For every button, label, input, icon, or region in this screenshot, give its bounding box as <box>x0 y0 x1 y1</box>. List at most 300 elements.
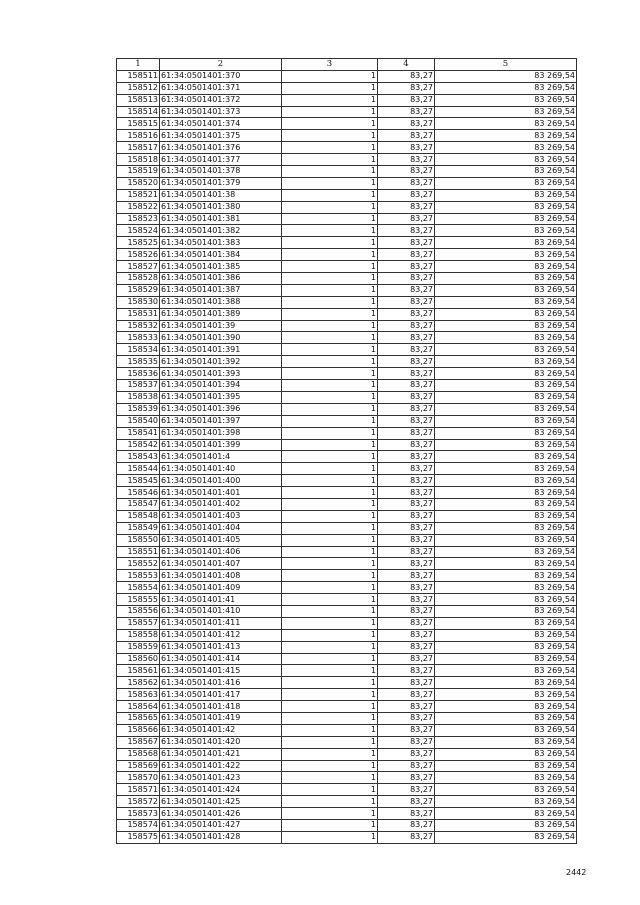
cadastral-number-cell: 61:34:0501401:413 <box>160 641 282 653</box>
row-number-cell: 158557 <box>117 617 160 629</box>
table-row <box>117 712 577 724</box>
value-cell: 83 269,54 <box>435 296 577 308</box>
row-number-cell: 158571 <box>117 784 160 796</box>
table-row <box>117 308 577 320</box>
value-cell: 83 269,54 <box>435 82 577 94</box>
cadastral-number-cell: 61:34:0501401:393 <box>160 368 282 380</box>
row-number-cell: 158561 <box>117 665 160 677</box>
value-cell: 83 269,54 <box>435 487 577 499</box>
cadastral-number-cell: 61:34:0501401:426 <box>160 808 282 820</box>
row-number-cell: 158520 <box>117 177 160 189</box>
cadastral-number-cell: 61:34:0501401:41 <box>160 594 282 606</box>
cadastral-number-cell: 61:34:0501401:40 <box>160 463 282 475</box>
rate-cell: 83,27 <box>378 308 435 320</box>
row-number-cell: 158554 <box>117 582 160 594</box>
quantity-cell: 1 <box>282 831 378 843</box>
row-number-cell: 158555 <box>117 594 160 606</box>
quantity-cell: 1 <box>282 130 378 142</box>
table-row <box>117 70 577 82</box>
value-cell: 83 269,54 <box>435 748 577 760</box>
quantity-cell: 1 <box>282 201 378 213</box>
row-number-cell: 158524 <box>117 225 160 237</box>
quantity-cell: 1 <box>282 605 378 617</box>
table-row <box>117 320 577 332</box>
rate-cell: 83,27 <box>378 213 435 225</box>
rate-cell: 83,27 <box>378 736 435 748</box>
table-row <box>117 273 577 285</box>
rate-cell: 83,27 <box>378 82 435 94</box>
quantity-cell: 1 <box>282 522 378 534</box>
table-row <box>117 605 577 617</box>
quantity-cell: 1 <box>282 273 378 285</box>
quantity-cell: 1 <box>282 177 378 189</box>
table-row <box>117 415 577 427</box>
table-row <box>117 487 577 499</box>
value-cell: 83 269,54 <box>435 820 577 832</box>
rate-cell: 83,27 <box>378 94 435 106</box>
row-number-cell: 158540 <box>117 415 160 427</box>
rate-cell: 83,27 <box>378 332 435 344</box>
rate-cell: 83,27 <box>378 665 435 677</box>
value-cell: 83 269,54 <box>435 142 577 154</box>
rate-cell: 83,27 <box>378 415 435 427</box>
rate-cell: 83,27 <box>378 201 435 213</box>
cadastral-number-cell: 61:34:0501401:370 <box>160 70 282 82</box>
quantity-cell: 1 <box>282 796 378 808</box>
quantity-cell: 1 <box>282 82 378 94</box>
row-number-cell: 158553 <box>117 570 160 582</box>
rate-cell: 83,27 <box>378 653 435 665</box>
value-cell: 83 269,54 <box>435 308 577 320</box>
rate-cell: 83,27 <box>378 617 435 629</box>
column-header-2: 2 <box>160 59 282 71</box>
rate-cell: 83,27 <box>378 784 435 796</box>
rate-cell: 83,27 <box>378 189 435 201</box>
rate-cell: 83,27 <box>378 498 435 510</box>
cadastral-number-cell: 61:34:0501401:374 <box>160 118 282 130</box>
cadastral-number-cell: 61:34:0501401:373 <box>160 106 282 118</box>
table-row <box>117 177 577 189</box>
row-number-cell: 158533 <box>117 332 160 344</box>
rate-cell: 83,27 <box>378 427 435 439</box>
rate-cell: 83,27 <box>378 249 435 261</box>
row-number-cell: 158552 <box>117 558 160 570</box>
value-cell: 83 269,54 <box>435 261 577 273</box>
rate-cell: 83,27 <box>378 772 435 784</box>
cadastral-number-cell: 61:34:0501401:383 <box>160 237 282 249</box>
cadastral-number-cell: 61:34:0501401:38 <box>160 189 282 201</box>
table-row <box>117 284 577 296</box>
cadastral-number-cell: 61:34:0501401:385 <box>160 261 282 273</box>
quantity-cell: 1 <box>282 653 378 665</box>
value-cell: 83 269,54 <box>435 213 577 225</box>
cadastral-number-cell: 61:34:0501401:409 <box>160 582 282 594</box>
quantity-cell: 1 <box>282 213 378 225</box>
quantity-cell: 1 <box>282 403 378 415</box>
rate-cell: 83,27 <box>378 582 435 594</box>
table-row <box>117 748 577 760</box>
quantity-cell: 1 <box>282 118 378 130</box>
rate-cell: 83,27 <box>378 831 435 843</box>
table-row <box>117 772 577 784</box>
table-row <box>117 368 577 380</box>
value-cell: 83 269,54 <box>435 831 577 843</box>
quantity-cell: 1 <box>282 534 378 546</box>
quantity-cell: 1 <box>282 582 378 594</box>
quantity-cell: 1 <box>282 451 378 463</box>
table-row <box>117 760 577 772</box>
rate-cell: 83,27 <box>378 356 435 368</box>
cadastral-number-cell: 61:34:0501401:407 <box>160 558 282 570</box>
table-row <box>117 594 577 606</box>
row-number-cell: 158523 <box>117 213 160 225</box>
quantity-cell: 1 <box>282 677 378 689</box>
rate-cell: 83,27 <box>378 487 435 499</box>
row-number-cell: 158545 <box>117 475 160 487</box>
page-number: 2442 <box>566 868 587 877</box>
value-cell: 83 269,54 <box>435 677 577 689</box>
row-number-cell: 158556 <box>117 605 160 617</box>
column-header-1: 1 <box>117 59 160 71</box>
row-number-cell: 158517 <box>117 142 160 154</box>
cadastral-number-cell: 61:34:0501401:391 <box>160 344 282 356</box>
quantity-cell: 1 <box>282 391 378 403</box>
cadastral-number-cell: 61:34:0501401:424 <box>160 784 282 796</box>
value-cell: 83 269,54 <box>435 605 577 617</box>
quantity-cell: 1 <box>282 70 378 82</box>
table-row <box>117 142 577 154</box>
quantity-cell: 1 <box>282 760 378 772</box>
cadastral-number-cell: 61:34:0501401:42 <box>160 724 282 736</box>
value-cell: 83 269,54 <box>435 796 577 808</box>
rate-cell: 83,27 <box>378 368 435 380</box>
quantity-cell: 1 <box>282 94 378 106</box>
row-number-cell: 158550 <box>117 534 160 546</box>
quantity-cell: 1 <box>282 296 378 308</box>
quantity-cell: 1 <box>282 558 378 570</box>
table-header-row <box>117 59 577 71</box>
quantity-cell: 1 <box>282 380 378 392</box>
quantity-cell: 1 <box>282 748 378 760</box>
row-number-cell: 158551 <box>117 546 160 558</box>
cadastral-number-cell: 61:34:0501401:381 <box>160 213 282 225</box>
cadastral-number-cell: 61:34:0501401:421 <box>160 748 282 760</box>
cadastral-number-cell: 61:34:0501401:408 <box>160 570 282 582</box>
quantity-cell: 1 <box>282 427 378 439</box>
value-cell: 83 269,54 <box>435 582 577 594</box>
quantity-cell: 1 <box>282 617 378 629</box>
quantity-cell: 1 <box>282 368 378 380</box>
rate-cell: 83,27 <box>378 641 435 653</box>
row-number-cell: 158515 <box>117 118 160 130</box>
cadastral-number-cell: 61:34:0501401:388 <box>160 296 282 308</box>
value-cell: 83 269,54 <box>435 201 577 213</box>
value-cell: 83 269,54 <box>435 534 577 546</box>
rate-cell: 83,27 <box>378 820 435 832</box>
quantity-cell: 1 <box>282 712 378 724</box>
table-row <box>117 820 577 832</box>
row-number-cell: 158567 <box>117 736 160 748</box>
quantity-cell: 1 <box>282 510 378 522</box>
quantity-cell: 1 <box>282 332 378 344</box>
table-row <box>117 784 577 796</box>
rate-cell: 83,27 <box>378 796 435 808</box>
row-number-cell: 158574 <box>117 820 160 832</box>
cadastral-number-cell: 61:34:0501401:398 <box>160 427 282 439</box>
value-cell: 83 269,54 <box>435 617 577 629</box>
row-number-cell: 158513 <box>117 94 160 106</box>
quantity-cell: 1 <box>282 356 378 368</box>
value-cell: 83 269,54 <box>435 439 577 451</box>
row-number-cell: 158569 <box>117 760 160 772</box>
cadastral-number-cell: 61:34:0501401:396 <box>160 403 282 415</box>
cadastral-number-cell: 61:34:0501401:39 <box>160 320 282 332</box>
rate-cell: 83,27 <box>378 273 435 285</box>
quantity-cell: 1 <box>282 308 378 320</box>
quantity-cell: 1 <box>282 106 378 118</box>
rate-cell: 83,27 <box>378 808 435 820</box>
value-cell: 83 269,54 <box>435 189 577 201</box>
row-number-cell: 158560 <box>117 653 160 665</box>
row-number-cell: 158535 <box>117 356 160 368</box>
rate-cell: 83,27 <box>378 701 435 713</box>
rate-cell: 83,27 <box>378 629 435 641</box>
cadastral-number-cell: 61:34:0501401:411 <box>160 617 282 629</box>
cadastral-number-cell: 61:34:0501401:428 <box>160 831 282 843</box>
row-number-cell: 158532 <box>117 320 160 332</box>
row-number-cell: 158549 <box>117 522 160 534</box>
table-row <box>117 261 577 273</box>
cadastral-number-cell: 61:34:0501401:384 <box>160 249 282 261</box>
quantity-cell: 1 <box>282 665 378 677</box>
quantity-cell: 1 <box>282 189 378 201</box>
rate-cell: 83,27 <box>378 177 435 189</box>
table-row <box>117 546 577 558</box>
row-number-cell: 158516 <box>117 130 160 142</box>
row-number-cell: 158563 <box>117 689 160 701</box>
rate-cell: 83,27 <box>378 391 435 403</box>
row-number-cell: 158531 <box>117 308 160 320</box>
value-cell: 83 269,54 <box>435 772 577 784</box>
row-number-cell: 158562 <box>117 677 160 689</box>
rate-cell: 83,27 <box>378 237 435 249</box>
table-row <box>117 118 577 130</box>
table-row <box>117 237 577 249</box>
row-number-cell: 158528 <box>117 273 160 285</box>
table-row <box>117 463 577 475</box>
value-cell: 83 269,54 <box>435 498 577 510</box>
table-row <box>117 570 577 582</box>
quantity-cell: 1 <box>282 498 378 510</box>
table-row <box>117 677 577 689</box>
rate-cell: 83,27 <box>378 154 435 166</box>
rate-cell: 83,27 <box>378 712 435 724</box>
cadastral-number-cell: 61:34:0501401:386 <box>160 273 282 285</box>
value-cell: 83 269,54 <box>435 344 577 356</box>
value-cell: 83 269,54 <box>435 475 577 487</box>
row-number-cell: 158522 <box>117 201 160 213</box>
rate-cell: 83,27 <box>378 558 435 570</box>
value-cell: 83 269,54 <box>435 391 577 403</box>
table-row <box>117 582 577 594</box>
row-number-cell: 158559 <box>117 641 160 653</box>
cadastral-number-cell: 61:34:0501401:401 <box>160 487 282 499</box>
cadastral-number-cell: 61:34:0501401:417 <box>160 689 282 701</box>
row-number-cell: 158542 <box>117 439 160 451</box>
cadastral-number-cell: 61:34:0501401:372 <box>160 94 282 106</box>
table-row <box>117 344 577 356</box>
rate-cell: 83,27 <box>378 320 435 332</box>
cadastral-number-cell: 61:34:0501401:390 <box>160 332 282 344</box>
table-row <box>117 701 577 713</box>
column-header-3: 3 <box>282 59 378 71</box>
cadastral-number-cell: 61:34:0501401:378 <box>160 166 282 178</box>
value-cell: 83 269,54 <box>435 320 577 332</box>
quantity-cell: 1 <box>282 487 378 499</box>
row-number-cell: 158575 <box>117 831 160 843</box>
row-number-cell: 158547 <box>117 498 160 510</box>
row-number-cell: 158537 <box>117 380 160 392</box>
table-row <box>117 617 577 629</box>
cadastral-number-cell: 61:34:0501401:423 <box>160 772 282 784</box>
row-number-cell: 158570 <box>117 772 160 784</box>
table-row <box>117 106 577 118</box>
value-cell: 83 269,54 <box>435 237 577 249</box>
cadastral-number-cell: 61:34:0501401:412 <box>160 629 282 641</box>
registry-table <box>116 58 577 844</box>
row-number-cell: 158518 <box>117 154 160 166</box>
cadastral-number-cell: 61:34:0501401:425 <box>160 796 282 808</box>
quantity-cell: 1 <box>282 261 378 273</box>
row-number-cell: 158548 <box>117 510 160 522</box>
value-cell: 83 269,54 <box>435 701 577 713</box>
rate-cell: 83,27 <box>378 284 435 296</box>
value-cell: 83 269,54 <box>435 712 577 724</box>
rate-cell: 83,27 <box>378 463 435 475</box>
rate-cell: 83,27 <box>378 677 435 689</box>
table-row <box>117 796 577 808</box>
table-row <box>117 641 577 653</box>
table-row <box>117 427 577 439</box>
value-cell: 83 269,54 <box>435 368 577 380</box>
value-cell: 83 269,54 <box>435 415 577 427</box>
value-cell: 83 269,54 <box>435 546 577 558</box>
cadastral-number-cell: 61:34:0501401:415 <box>160 665 282 677</box>
quantity-cell: 1 <box>282 154 378 166</box>
quantity-cell: 1 <box>282 641 378 653</box>
rate-cell: 83,27 <box>378 130 435 142</box>
quantity-cell: 1 <box>282 629 378 641</box>
cadastral-number-cell: 61:34:0501401:422 <box>160 760 282 772</box>
cadastral-number-cell: 61:34:0501401:387 <box>160 284 282 296</box>
quantity-cell: 1 <box>282 736 378 748</box>
table-row <box>117 189 577 201</box>
value-cell: 83 269,54 <box>435 736 577 748</box>
table-row <box>117 296 577 308</box>
quantity-cell: 1 <box>282 344 378 356</box>
value-cell: 83 269,54 <box>435 760 577 772</box>
rate-cell: 83,27 <box>378 70 435 82</box>
cadastral-number-cell: 61:34:0501401:406 <box>160 546 282 558</box>
rate-cell: 83,27 <box>378 522 435 534</box>
cadastral-number-cell: 61:34:0501401:389 <box>160 308 282 320</box>
row-number-cell: 158566 <box>117 724 160 736</box>
row-number-cell: 158568 <box>117 748 160 760</box>
column-header-5: 5 <box>435 59 577 71</box>
quantity-cell: 1 <box>282 820 378 832</box>
quantity-cell: 1 <box>282 784 378 796</box>
quantity-cell: 1 <box>282 546 378 558</box>
value-cell: 83 269,54 <box>435 570 577 582</box>
rate-cell: 83,27 <box>378 106 435 118</box>
rate-cell: 83,27 <box>378 439 435 451</box>
rate-cell: 83,27 <box>378 344 435 356</box>
value-cell: 83 269,54 <box>435 808 577 820</box>
value-cell: 83 269,54 <box>435 641 577 653</box>
cadastral-number-cell: 61:34:0501401:379 <box>160 177 282 189</box>
value-cell: 83 269,54 <box>435 273 577 285</box>
table-row <box>117 332 577 344</box>
value-cell: 83 269,54 <box>435 403 577 415</box>
value-cell: 83 269,54 <box>435 284 577 296</box>
value-cell: 83 269,54 <box>435 510 577 522</box>
quantity-cell: 1 <box>282 475 378 487</box>
table-row <box>117 629 577 641</box>
value-cell: 83 269,54 <box>435 118 577 130</box>
row-number-cell: 158530 <box>117 296 160 308</box>
table-row <box>117 380 577 392</box>
row-number-cell: 158539 <box>117 403 160 415</box>
cadastral-number-cell: 61:34:0501401:403 <box>160 510 282 522</box>
table-row <box>117 665 577 677</box>
value-cell: 83 269,54 <box>435 249 577 261</box>
table-row <box>117 225 577 237</box>
row-number-cell: 158521 <box>117 189 160 201</box>
cadastral-number-cell: 61:34:0501401:399 <box>160 439 282 451</box>
cadastral-number-cell: 61:34:0501401:4 <box>160 451 282 463</box>
quantity-cell: 1 <box>282 689 378 701</box>
table-row <box>117 356 577 368</box>
row-number-cell: 158543 <box>117 451 160 463</box>
cadastral-number-cell: 61:34:0501401:410 <box>160 605 282 617</box>
table-row <box>117 82 577 94</box>
value-cell: 83 269,54 <box>435 653 577 665</box>
table-row <box>117 498 577 510</box>
row-number-cell: 158544 <box>117 463 160 475</box>
value-cell: 83 269,54 <box>435 784 577 796</box>
row-number-cell: 158534 <box>117 344 160 356</box>
value-cell: 83 269,54 <box>435 380 577 392</box>
row-number-cell: 158536 <box>117 368 160 380</box>
table-row <box>117 558 577 570</box>
cadastral-number-cell: 61:34:0501401:375 <box>160 130 282 142</box>
rate-cell: 83,27 <box>378 451 435 463</box>
rate-cell: 83,27 <box>378 594 435 606</box>
cadastral-number-cell: 61:34:0501401:380 <box>160 201 282 213</box>
table-row <box>117 403 577 415</box>
rate-cell: 83,27 <box>378 570 435 582</box>
rate-cell: 83,27 <box>378 142 435 154</box>
table-row <box>117 736 577 748</box>
row-number-cell: 158565 <box>117 712 160 724</box>
cadastral-number-cell: 61:34:0501401:377 <box>160 154 282 166</box>
rate-cell: 83,27 <box>378 296 435 308</box>
rate-cell: 83,27 <box>378 748 435 760</box>
row-number-cell: 158558 <box>117 629 160 641</box>
table-row <box>117 724 577 736</box>
value-cell: 83 269,54 <box>435 594 577 606</box>
table-row <box>117 213 577 225</box>
